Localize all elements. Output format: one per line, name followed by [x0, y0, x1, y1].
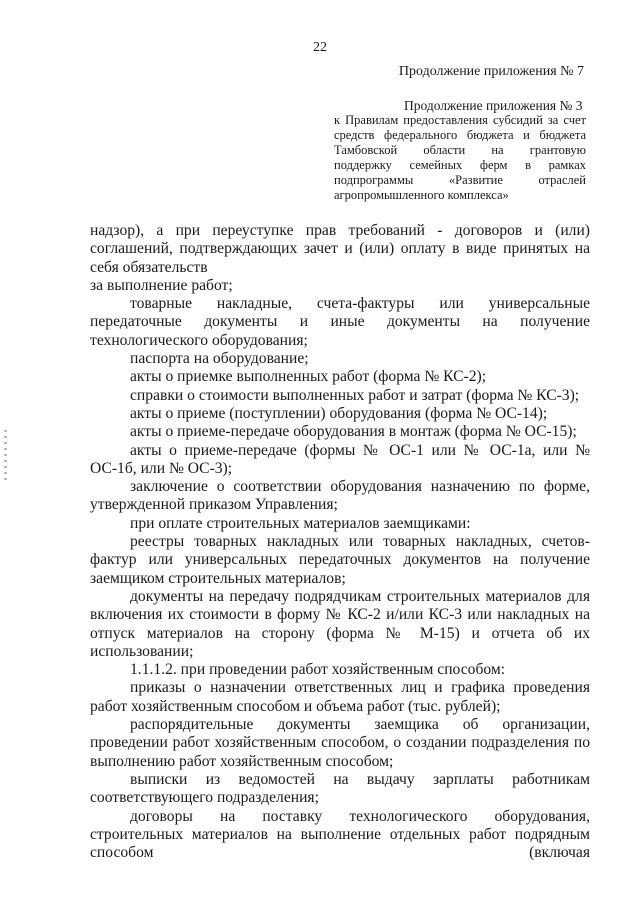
- scan-margin-mark: [4, 430, 7, 480]
- paragraph: акты о приемке выполненных работ (форма № КС-2);: [130, 368, 487, 386]
- annex-3-heading: Продолжение приложения № 3: [404, 98, 583, 113]
- paragraph: заключение о соответствии оборудования назначению по форме, утвержденной приказом Управления;: [90, 478, 590, 514]
- annex-line: к Правилам предоставления субсидий за счет: [334, 113, 586, 127]
- paragraph: выписки из ведомостей на выдачу зарплаты работникам соответствующего подразделения;: [90, 770, 590, 807]
- paragraph: 1.1.1.2. при проведении работ хозяйственным способом:: [130, 661, 506, 679]
- paragraph: при оплате строительных материалов заемщиками:: [130, 514, 471, 532]
- annex-line: средств федерального бюджета и бюджета: [334, 128, 586, 142]
- paragraph: документы на передачу подрядчикам строительных материалов для включения их стоимости в форму № КС-2 и/или КС-3 или накладных на отпуск материалов на сторону (форма № М-15) и отчета об их использовании;: [90, 587, 590, 660]
- paragraph: акты о приеме-передаче (формы № ОС-1 или № ОС-1а, или № ОС-1б, или № ОС-3);: [90, 441, 590, 477]
- annex-line: агропромышленного комплекса»: [334, 188, 509, 202]
- paragraph: справки о стоимости выполненных работ и затрат (форма № КС-3);: [130, 386, 580, 404]
- annex-7-continuation: Продолжение приложения № 7: [398, 64, 584, 79]
- paragraph: реестры товарных накладных или товарных накладных, счетов-фактур или универсальных передаточных документов на получение заемщиком строительных материалов;: [90, 533, 590, 587]
- paragraph: договоры на поставку технологического оборудования, строительных материалов на выполнение отдельных работ подрядным способом (включая: [90, 807, 590, 862]
- paragraph: за выполнение работ;: [90, 276, 233, 294]
- annex-line: подпрограммы «Развитие отраслей: [334, 173, 586, 187]
- paragraph: приказы о назначении ответственных лиц и графика проведения работ хозяйственным способом и объема работ (тыс. рублей);: [90, 679, 590, 715]
- paragraph: надзор), а при переуступке прав требований - договоров и (или) соглашений, подтверждающих зачет и (или) оплату в виде принятых на себя обязательств: [90, 222, 590, 276]
- page-number: 22: [313, 40, 327, 55]
- paragraph: акты о приеме (поступлении) оборудования (форма № ОС-14);: [130, 404, 548, 422]
- paragraph: акты о приеме-передаче оборудования в монтаж (форма № ОС-15);: [130, 423, 577, 441]
- paragraph: товарные накладные, счета-фактуры или универсальные передаточные документы и иные документы на получение технологического оборудования;: [90, 295, 590, 349]
- annex-line: Тамбовской области на грантовую: [334, 143, 586, 157]
- annex-line: поддержку семейных ферм в рамках: [334, 158, 586, 172]
- paragraph: паспорта на оборудование;: [130, 350, 309, 368]
- annex-3-header: [334, 98, 586, 203]
- paragraph: распорядительные документы заемщика об организации, проведении работ хозяйственным способом, о создании подразделения по выполнению работ хозяйственным способом;: [90, 716, 590, 770]
- document-body: [90, 222, 590, 862]
